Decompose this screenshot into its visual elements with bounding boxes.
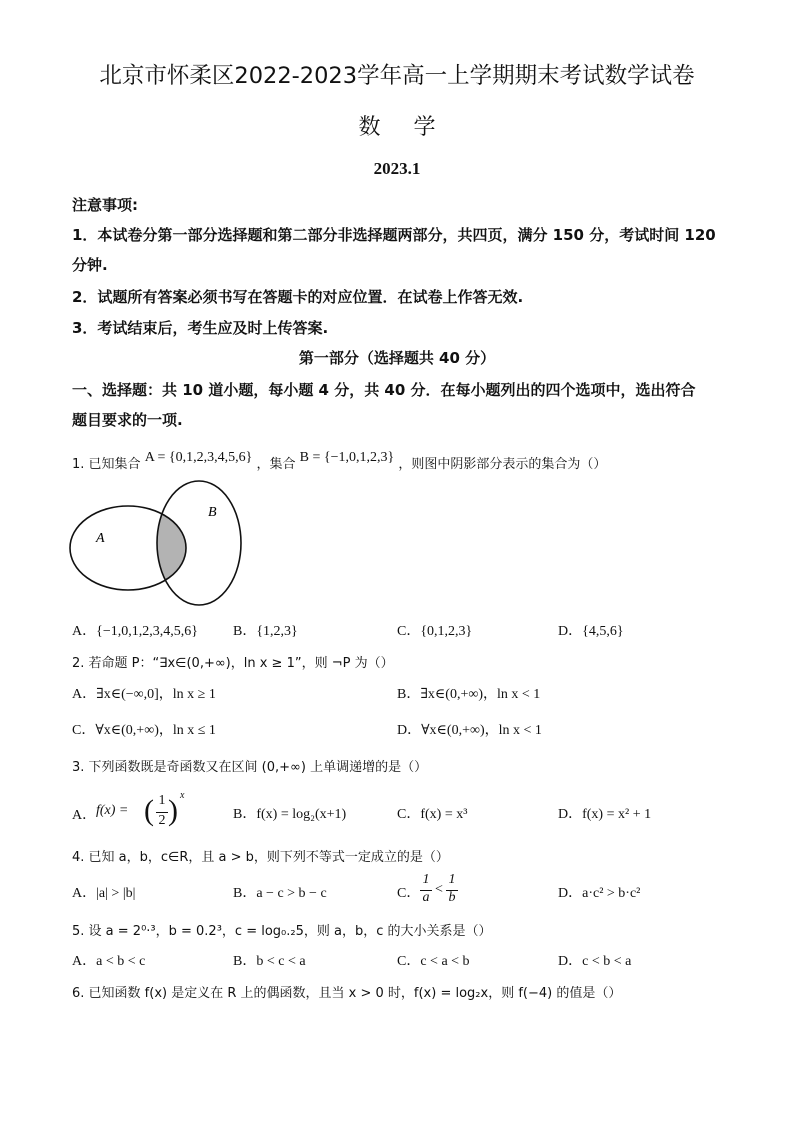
part1-heading: 第一部分（选择题共 40 分） [298,349,496,367]
q3-right-paren: ) [168,794,178,827]
q3-option-c[interactable]: C．f(x) = x³ [397,807,468,822]
q1-option-c[interactable]: C．{0,1,2,3} [397,624,473,639]
q1-mid: ，集合 [256,457,296,472]
venn-label-a: A [96,531,105,546]
q3-stem: 3. 下列函数既是奇函数又在区间 (0,+∞) 上单调递增的是（） [72,760,428,775]
q1-stem [72,450,607,473]
q6-stem: 6. 已知函数 f(x) 是定义在 R 上的偶函数，且当 x > 0 时，f(x) = log₂x，则 f(−4) 的值是（） [72,986,622,1001]
q2-option-b[interactable]: B．∃x∈(0,+∞)，ln x < 1 [397,687,541,702]
q4-option-a[interactable]: A．|a| > |b| [72,886,136,901]
venn-diagram [68,478,250,610]
q3-left-paren: ( [144,794,154,827]
q3-exponent: x [180,790,185,801]
q4-option-c[interactable] [397,872,487,908]
q4-option-b[interactable]: B．a − c > b − c [233,886,327,901]
notice-item-1: 1．本试卷分第一部分选择题和第二部分非选择题两部分，共四页，满分 150 分，考试时间 120 [72,226,716,244]
q2-option-c[interactable]: C．∀x∈(0,+∞)，ln x ≤ 1 [72,723,216,738]
q4-stem: 4. 已知 a，b，c∈R，且 a > b，则下列不等式一定成立的是（） [72,850,449,865]
subject-title: 数 学 [358,115,436,140]
q4-c-lhs-den: a [422,890,430,905]
section-instructions-2: 题目要求的一项. [72,411,183,429]
venn-label-b: B [208,505,217,520]
section-instructions-1: 一、选择题：共 10 道小题，每小题 4 分，共 40 分．在每小题列出的四个选项中，选出符合 [72,381,696,399]
q2-option-d[interactable]: D．∀x∈(0,+∞)，ln x < 1 [397,723,542,738]
q5-stem: 5. 设 a = 2⁰·³，b = 0.2³，c = log₀.₂5，则 a，b，c 的大小关系是（） [72,924,492,939]
q1-set-a: A = {0,1,2,3,4,5,6} [144,450,253,465]
q5-option-a[interactable]: A．a < b < c [72,954,146,969]
paper-title: 北京市怀柔区2022-2023学年高一上学期期末考试数学试卷 [99,63,695,89]
q4-c-lhs-num: 1 [422,872,430,887]
q5-option-b[interactable]: B．b < c < a [233,954,306,969]
q4-c-rhs-den: b [448,890,456,905]
q3-option-a-label: A． [72,808,97,823]
q2-option-a[interactable]: A．∃x∈(−∞,0]，ln x ≥ 1 [72,687,216,702]
q3-frac-den: 2 [158,813,166,828]
q5-option-d[interactable]: D．c < b < a [558,954,632,969]
q4-c-rhs-num: 1 [448,872,456,887]
q1-option-b[interactable]: B．{1,2,3} [233,624,298,639]
q4-option-c-label: C． [397,886,421,901]
q1-set-b: B = {−1,0,1,2,3} [299,450,395,465]
q1-prefix: 1. 已知集合 [72,457,141,472]
q4-option-d[interactable]: D．a·c² > b·c² [558,886,641,901]
q2-stem: 2. 若命题 P：“∃x∈(0,+∞)，ln x ≥ 1”，则 ¬P 为（） [72,656,394,671]
exam-date: 2023.1 [373,159,421,178]
q3-frac-num: 1 [158,793,166,808]
q1-option-d[interactable]: D．{4,5,6} [558,624,624,639]
notice-heading: 注意事项: [72,196,138,214]
q1-option-a[interactable]: A．{−1,0,1,2,3,4,5,6} [72,624,198,639]
q3-option-d[interactable]: D．f(x) = x² + 1 [558,807,652,822]
q1-suffix: ，则图中阴影部分表示的集合为（） [398,457,607,472]
notice-item-3: 3．考试结束后，考生应及时上传答案. [72,319,329,337]
q3-option-a-expr: f(x) = [96,803,129,818]
notice-item-2: 2．试题所有答案必须书写在答题卡的对应位置．在试卷上作答无效. [72,288,524,306]
q3-option-b[interactable]: B．f(x) = log₂(x+1) [233,807,347,822]
notice-item-1-cont: 分钟. [72,256,108,274]
q5-option-c[interactable]: C．c < a < b [397,954,470,969]
q4-c-relation: < [435,882,443,897]
